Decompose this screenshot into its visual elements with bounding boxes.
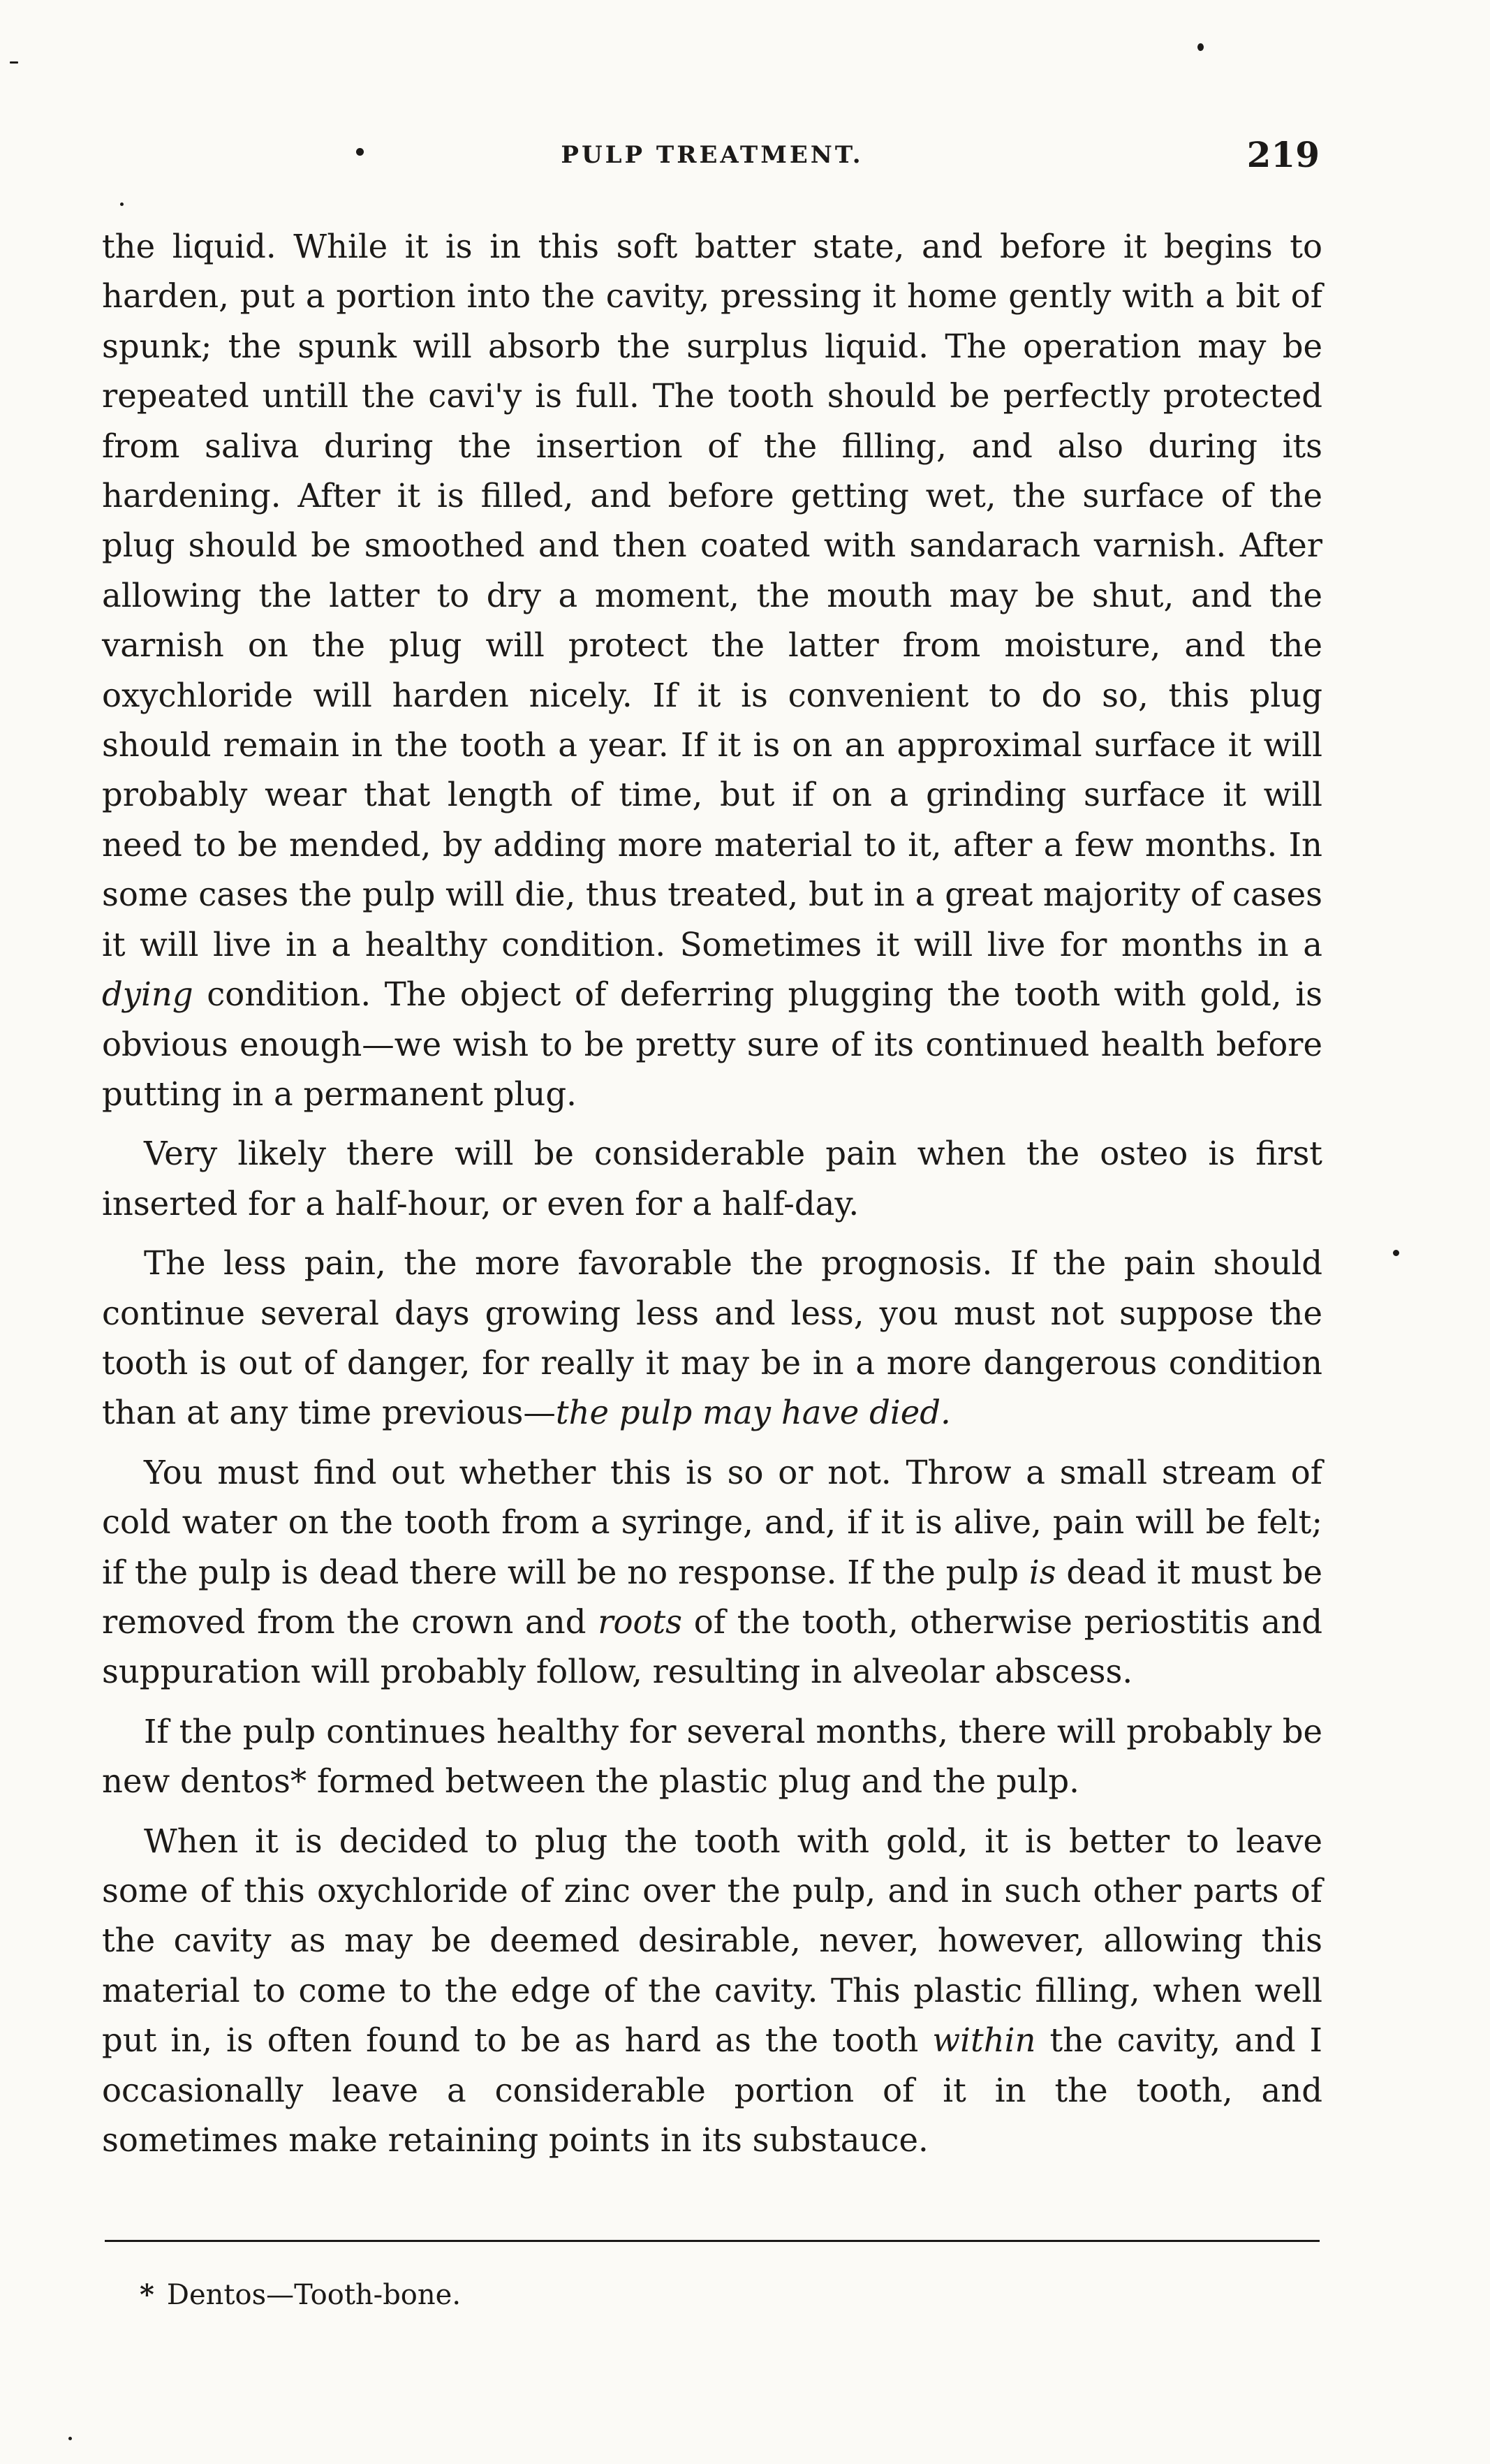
print-speck	[10, 61, 18, 64]
paragraph	[102, 222, 1322, 1119]
paragraph-text: If the pulp continues healthy for several months, there will probably be new dentos* formed between the plastic plug and the pulp.	[102, 1712, 1322, 1801]
paragraph-text: of the tooth, otherwise periostitis and suppuration will probably follow, resulting in alveolar abscess.	[102, 1602, 1322, 1691]
footnote-marker: *	[140, 2278, 154, 2311]
page-number: 219	[1246, 134, 1320, 175]
emphasis-text: roots	[598, 1602, 683, 1641]
emphasis-text: the pulp may have died.	[555, 1394, 951, 1432]
body-text	[102, 222, 1322, 2165]
paragraph-text: You must find out whether this is so or not. Throw a small stream of cold water on the tooth from a syringe, and, if it is alive, pain will be felt; if the pulp is dead there will be no response. If the pulp	[102, 1453, 1322, 1591]
paragraph-text: condition. The object of deferring plugging the tooth with gold, is obvious enough—we wish to be pretty sure of its continued health before putting in a permanent plug.	[102, 975, 1322, 1113]
paragraph-text: the liquid. While it is in this soft batter state, and before it begins to harden, put a portion into the cavity, pressing it home gently with a bit of spunk; the spunk will absorb the surplus liquid. The operation may be repeated untill the cavi'y is full. The tooth should be perfectly protected from saliva during the insertion of the filling, and also during its hardening. After it is filled, and before getting wet, the surface of the plug should be smoothed and then coated with sandarach varnish. After allowing the latter to dry a moment, the mouth may be shut, and the varnish on the plug will protect the latter from moisture, and the oxychloride will harden nicely. If it is convenient to do so, this plug should remain in the tooth a year. If it is on an approximal surface it will probably wear that length of time, but if on a grinding surface it will need to be mended, by adding more material to it, after a few months. In some cases the pulp will die, thus treated, but in a great majority of cases it will live in a healthy condition. Sometimes it will live for months in a	[102, 228, 1322, 964]
paragraph	[102, 1817, 1322, 2166]
chapter-title: PULP TREATMENT.	[561, 141, 864, 169]
paragraph-text: When it is decided to plug the tooth with gold, it is better to leave some of this oxychloride of zinc over the pulp, and in such other parts of the cavity as may be deemed desirable, never, however, allowing this material to come to the edge of the cavity. This plastic filling, when well put in, is often found to be as hard as the tooth	[102, 1822, 1322, 2060]
footnote	[140, 2278, 461, 2312]
paragraph-text: Very likely there will be considerable pain when the osteo is first inserted for a half-hour, or even for a half-day.	[102, 1135, 1322, 1223]
emphasis-text: within	[932, 2021, 1036, 2060]
emphasis-text: dying	[102, 975, 193, 1014]
emphasis-text: is	[1028, 1553, 1056, 1591]
print-speck	[1393, 1250, 1399, 1256]
print-speck	[68, 2437, 72, 2440]
print-speck	[1197, 43, 1204, 51]
paragraph	[102, 1129, 1322, 1229]
paragraph-text: The less pain, the more favorable the prognosis. If the pain should continue several days growing less and less, you must not suppose the tooth is out of danger, for really it may be in a more dangerous condition than at any time previous—	[102, 1244, 1322, 1432]
print-speck	[120, 202, 124, 206]
paragraph-text: dead it must be removed from the crown and	[102, 1553, 1322, 1641]
footnote-text: Dentos—Tooth-bone.	[166, 2279, 462, 2311]
paragraph	[102, 1239, 1322, 1438]
running-head	[105, 134, 1320, 183]
paragraph-text: the cavity, and I occasionally leave a considerable portion of it in the tooth, and sometimes make retaining points in its substauce.	[102, 2021, 1322, 2160]
footnote-rule	[105, 2240, 1320, 2242]
paragraph	[102, 1448, 1322, 1697]
paragraph	[102, 1707, 1322, 1807]
